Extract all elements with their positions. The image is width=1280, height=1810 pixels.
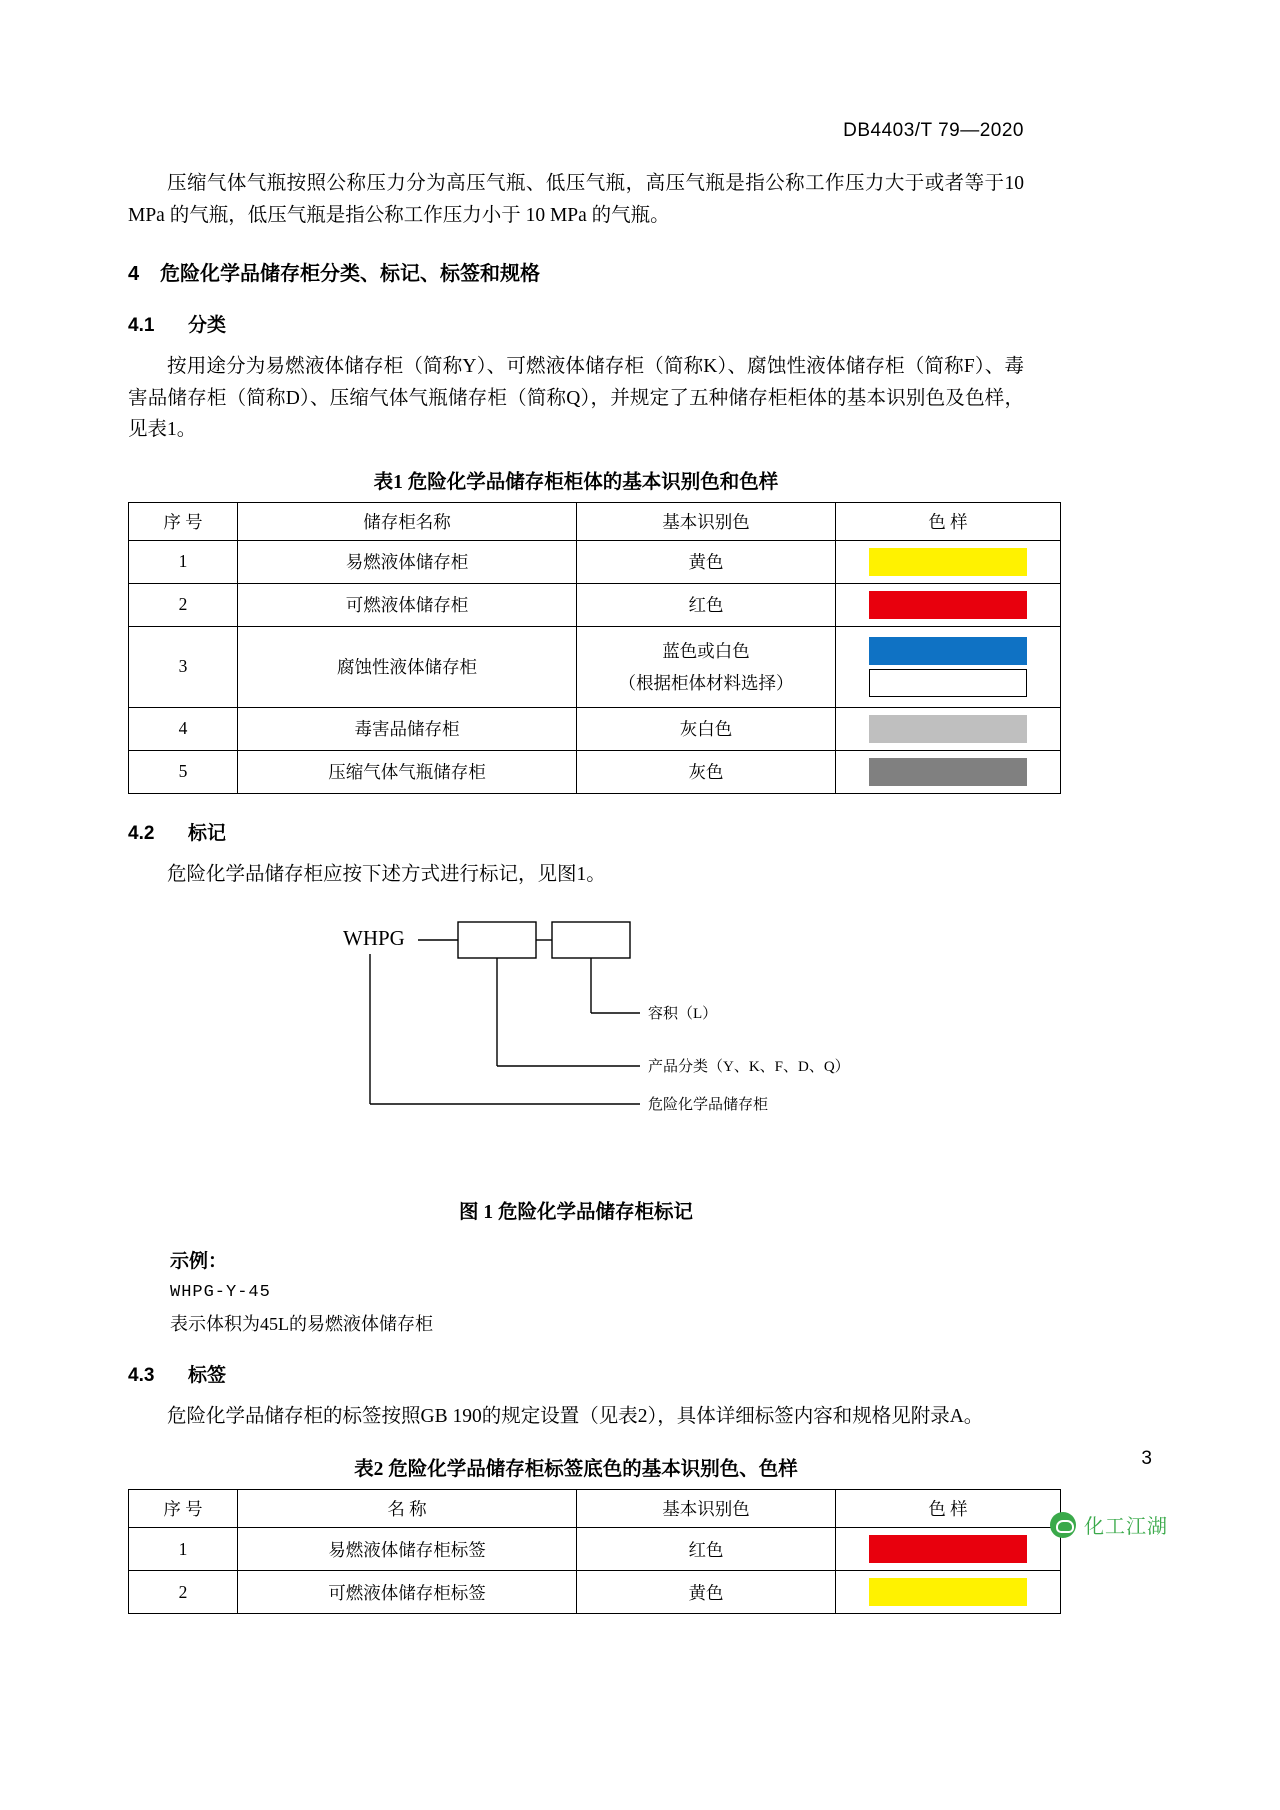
table2-header-swatch: 色 样	[836, 1490, 1061, 1528]
table1-r3-color	[577, 626, 836, 707]
table-row	[129, 1571, 1061, 1614]
table1-r1-swatch-cell	[836, 540, 1061, 583]
table1-r2-name: 可燃液体储存柜	[238, 583, 577, 626]
clause-41-number: 4.1	[128, 315, 155, 337]
table-row	[129, 540, 1061, 583]
figure-1-caption: 图 1 危险化学品储存柜标记	[458, 1202, 693, 1224]
watermark	[1050, 1510, 1168, 1539]
table1-header-name: 储存柜名称	[238, 502, 577, 540]
clause-43-title: 标签	[188, 1365, 227, 1387]
table1-r1-no: 1	[129, 540, 238, 583]
table1-r1-color: 黄色	[577, 540, 836, 583]
clause-42-heading	[128, 818, 1024, 845]
table-row	[129, 583, 1061, 626]
example-block	[170, 1246, 1024, 1336]
table1-r5-color: 灰色	[577, 750, 836, 793]
clause-42-title: 标记	[188, 822, 227, 844]
figure-box-volume	[552, 922, 630, 958]
color-swatch	[869, 1578, 1027, 1606]
table2-header-no: 序 号	[129, 1490, 238, 1528]
table1-header-row	[129, 502, 1061, 540]
color-swatch	[869, 591, 1027, 619]
figure-leader-label-category: 产品分类（Y、K、F、D、Q）	[648, 1059, 850, 1076]
page-number: 3	[1141, 1448, 1152, 1469]
table2-header-color: 基本识别色	[577, 1490, 836, 1528]
table1-r5-swatch-cell	[836, 750, 1061, 793]
table1-r3-no: 3	[129, 626, 238, 707]
table1-r2-no: 2	[129, 583, 238, 626]
table2-r1-color: 红色	[577, 1528, 836, 1571]
color-swatch	[869, 1535, 1027, 1563]
table2	[128, 1489, 1061, 1614]
table1-r2-color: 红色	[577, 583, 836, 626]
figure-root-label: WHPG	[343, 926, 405, 951]
wechat-icon	[1050, 1512, 1076, 1538]
table2-r2-no: 2	[129, 1571, 238, 1614]
color-swatch	[869, 758, 1027, 786]
table2-r1-swatch-cell	[836, 1528, 1061, 1571]
clause-4-heading	[128, 257, 1024, 286]
table1-header-color: 基本识别色	[577, 502, 836, 540]
intro-paragraph: 压缩气体气瓶按照公称压力分为高压气瓶、低压气瓶，高压气瓶是指公称工作压力大于或者等于10 MPa 的气瓶，低压气瓶是指公称工作压力小于 10 MPa 的气瓶。	[128, 173, 1024, 226]
table1-r3-color-line1: 蓝色或白色	[662, 640, 750, 661]
clause-43-number: 4.3	[128, 1365, 155, 1387]
table1-header-swatch: 色 样	[836, 502, 1061, 540]
table1-r3-color-line2: （根据柜体材料选择）	[618, 672, 794, 693]
clause-41-title: 分类	[188, 315, 227, 337]
table1-r3-name: 腐蚀性液体储存柜	[238, 626, 577, 707]
table2-header-name: 名 称	[238, 1490, 577, 1528]
clause-43-paragraph: 危险化学品储存柜的标签按照GB 190的规定设置（见表2），具体详细标签内容和规格见附录A。	[167, 1406, 984, 1428]
figure-box-category	[458, 922, 536, 958]
table1-r3-swatch-cell	[836, 626, 1061, 707]
table-row	[129, 707, 1061, 750]
table2-r2-swatch-cell	[836, 1571, 1061, 1614]
clause-4-title: 危险化学品储存柜分类、标记、标签和规格	[160, 263, 540, 286]
table-row	[129, 626, 1061, 707]
table1-caption: 表1 危险化学品储存柜柜体的基本识别色和色样	[373, 471, 779, 493]
clause-4-number: 4	[128, 263, 140, 286]
page-header: DB4403/T 79—2020	[843, 120, 1024, 141]
table1-r4-no: 4	[129, 707, 238, 750]
table2-r2-color: 黄色	[577, 1571, 836, 1614]
table2-r1-no: 1	[129, 1528, 238, 1571]
example-code: WHPG-Y-45	[170, 1283, 271, 1303]
table1-r5-no: 5	[129, 750, 238, 793]
clause-41-paragraph: 按用途分为易燃液体储存柜（简称Y）、可燃液体储存柜（简称K）、腐蚀性液体储存柜（简称F）、毒害品储存柜（简称D）、压缩气体气瓶储存柜（简称Q），并规定了五种储存柜柜体的基本识别色及色样，见表1。	[128, 356, 1024, 441]
clause-41-heading	[128, 310, 1024, 337]
table2-r2-name: 可燃液体储存柜标签	[238, 1571, 577, 1614]
clause-42-number: 4.2	[128, 822, 155, 844]
watermark-label: 化工江湖	[1084, 1516, 1168, 1538]
figure-leader-label-product: 危险化学品储存柜	[648, 1097, 769, 1114]
color-swatch	[869, 548, 1027, 576]
table2-r1-name: 易燃液体储存柜标签	[238, 1528, 577, 1571]
table1-r4-color: 灰白色	[577, 707, 836, 750]
table1-header-no: 序 号	[129, 502, 238, 540]
table-row	[129, 750, 1061, 793]
figure-1	[128, 918, 1024, 1178]
marking-diagram	[128, 918, 1024, 1168]
color-swatch	[869, 637, 1027, 665]
table1-r4-name: 毒害品储存柜	[238, 707, 577, 750]
clause-42-paragraph: 危险化学品储存柜应按下述方式进行标记，见图1。	[167, 863, 606, 885]
table1-r5-name: 压缩气体气瓶储存柜	[238, 750, 577, 793]
table1-r1-name: 易燃液体储存柜	[238, 540, 577, 583]
figure-leader-label-volume: 容积（L）	[648, 1006, 718, 1023]
table2-caption: 表2 危险化学品储存柜标签底色的基本识别色、色样	[354, 1459, 798, 1481]
table1-r2-swatch-cell	[836, 583, 1061, 626]
color-swatch	[869, 715, 1027, 743]
table-row	[129, 1528, 1061, 1571]
table2-header-row	[129, 1490, 1061, 1528]
example-description: 表示体积为45L的易燃液体储存柜	[170, 1314, 433, 1335]
clause-43-heading	[128, 1360, 1024, 1387]
page-content	[128, 120, 1024, 1614]
table1-r4-swatch-cell	[836, 707, 1061, 750]
example-label: 示例：	[170, 1251, 228, 1273]
color-swatch	[869, 669, 1027, 697]
table1	[128, 502, 1061, 794]
